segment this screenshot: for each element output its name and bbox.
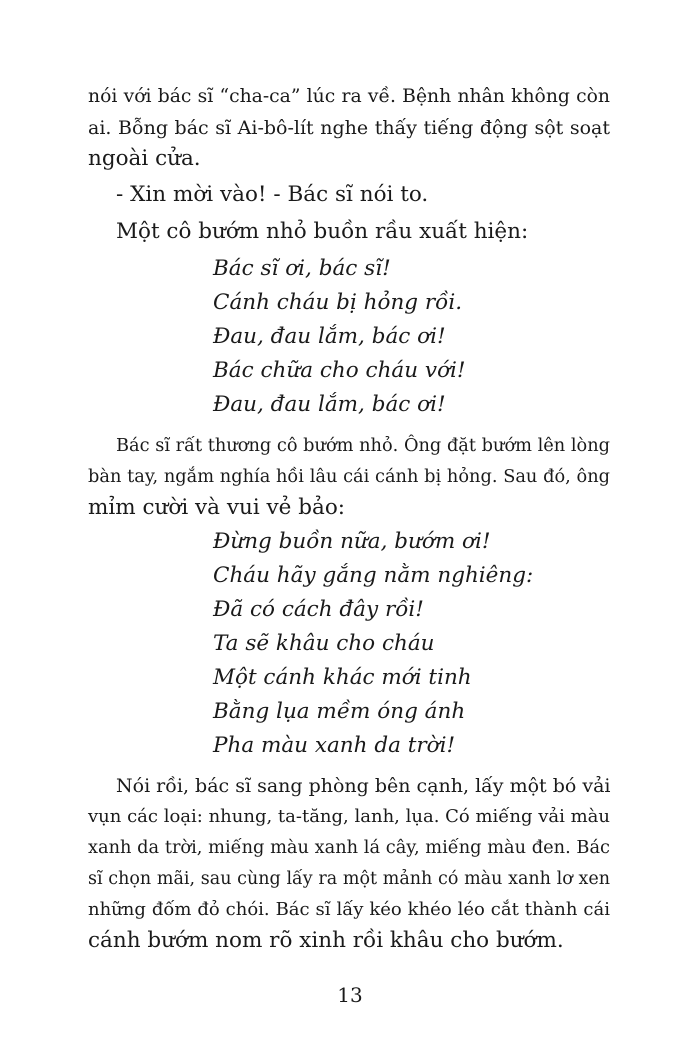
text-line: những đốm đỏ chói. Bác sĩ lấy kéo khéo léo cắt thành cái: [88, 899, 610, 920]
text-line: xanh da trời, miếng màu xanh lá cây, miếng màu đen. Bác: [88, 838, 610, 858]
page-number: 13: [337, 983, 363, 1007]
text-line: ai. Bỗng bác sĩ Ai-bô-lít nghe thấy tiếng động sột soạt: [88, 117, 610, 139]
text-line: nói với bác sĩ “cha-ca” lúc ra về. Bệnh nhân không còn: [88, 86, 610, 107]
text-line: mỉm cười và vui vẻ bảo:: [88, 495, 346, 520]
text-line: Bác sĩ rất thương cô bướm nhỏ. Ông đặt bướm lên lòng: [116, 436, 611, 456]
poem-line: Đau, đau lắm, bác ơi!: [213, 324, 446, 349]
narration-line: Một cô bướm nhỏ buồn rầu xuất hiện:: [116, 219, 529, 244]
poem-line: Pha màu xanh da trời!: [213, 733, 456, 758]
poem-line: Một cánh khác mới tinh: [213, 665, 472, 690]
text-line: ngoài cửa.: [88, 146, 201, 171]
dialogue-line: - Xin mời vào! - Bác sĩ nói to.: [116, 182, 429, 207]
text-line: Nói rồi, bác sĩ sang phòng bên cạnh, lấy một bó vải: [116, 775, 611, 797]
text-line: vụn các loại: nhung, ta-tăng, lanh, lụa. Có miếng vải màu: [88, 806, 610, 827]
poem-line: Bác sĩ ơi, bác sĩ!: [213, 256, 391, 281]
poem-line: Đau, đau lắm, bác ơi!: [213, 392, 446, 417]
text-line: sĩ chọn mãi, sau cùng lấy ra một mảnh có màu xanh lơ xen: [88, 869, 610, 889]
poem-line: Cháu hãy gắng nằm nghiêng:: [213, 563, 534, 588]
poem-line: Bằng lụa mềm óng ánh: [213, 699, 466, 724]
text-line: bàn tay, ngắm nghía hồi lâu cái cánh bị hỏng. Sau đó, ông: [88, 467, 610, 487]
poem-line: Ta sẽ khâu cho cháu: [213, 631, 435, 656]
poem-line: Đừng buồn nữa, bướm ơi!: [213, 529, 491, 554]
poem-line: Cánh cháu bị hỏng rồi.: [213, 290, 463, 315]
poem-line: Bác chữa cho cháu với!: [213, 358, 466, 383]
poem-line: Đã có cách đây rồi!: [213, 597, 424, 622]
text-line: cánh bướm nom rõ xinh rồi khâu cho bướm.: [88, 928, 564, 953]
